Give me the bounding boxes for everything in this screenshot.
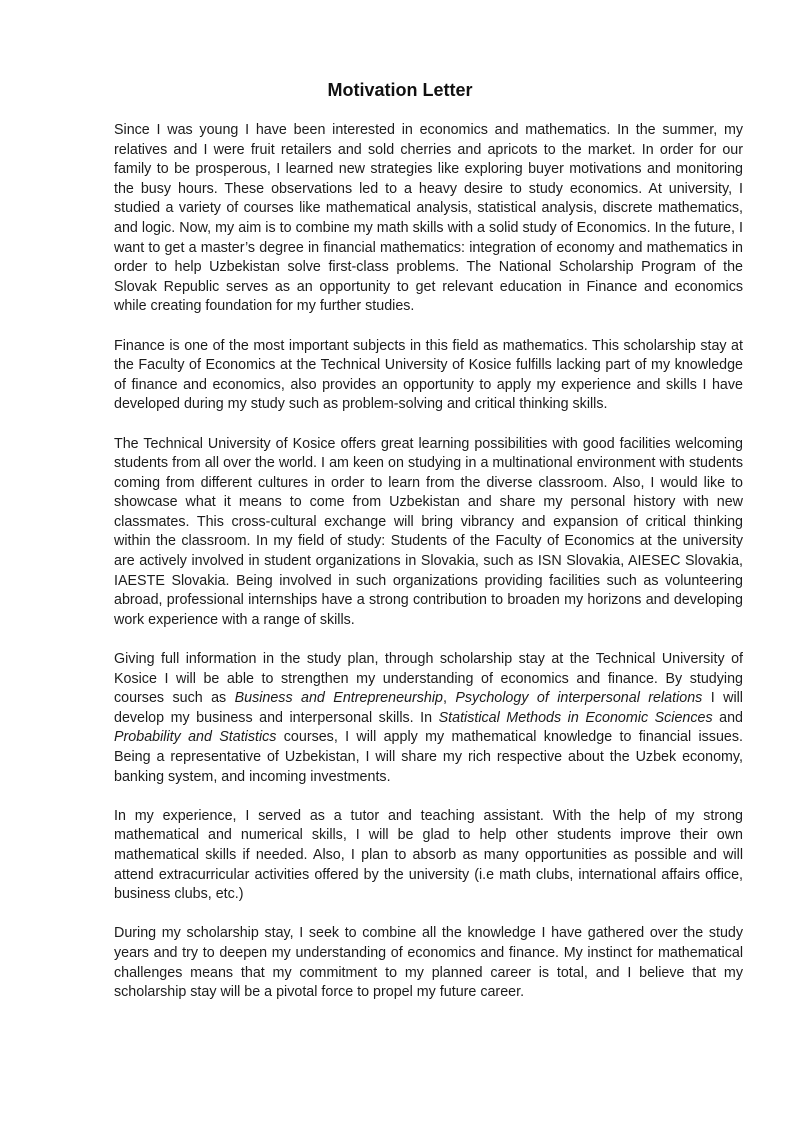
paragraph-text: I will develop my business and interpersonal skills. In <box>114 690 743 726</box>
page-title: Motivation Letter <box>327 80 473 100</box>
paragraph-text: courses, I will apply my mathematical knowledge to financial issues. Being a representative of Uzbekistan, I will share my rich respective about the Uzbek economy, banking system, and incoming investments. <box>114 729 743 785</box>
paragraph <box>114 121 743 317</box>
letter-body <box>114 121 743 1022</box>
italic-course-name: Probability and Statistics <box>114 729 277 746</box>
paragraph <box>114 337 743 415</box>
paragraph <box>114 650 743 787</box>
paragraph-text: Finance is one of the most important subjects in this field as mathematics. This scholarship stay at the Faculty of Economics at the Technical University of Kosice fulfills lacking part of my knowledge of finance and economics, also provides an opportunity to apply my experience and skills I have developed during my study such as problem-solving and critical thinking skills. <box>114 337 743 413</box>
italic-course-name: Statistical Methods in Economic Sciences <box>438 709 713 726</box>
paragraph-text: The Technical University of Kosice offers great learning possibilities with good facilities welcoming students from all over the world. I am keen on studying in a multinational environment with students coming from different cultures in order to learn from the diverse classroom. Also, I would like to showcase what it means to come from Uzbekistan and share my personal history with new classmates. This cross-cultural exchange will bring vibrancy and expansion of critical thinking within the classroom. In my field of study: Students of the Faculty of Economics at the university are actively involved in student organizations in Slovakia, such as ISN Slovakia, AIESEC Slovakia, IAESTE Slovakia. Being involved in such organizations providing facilities such as volunteering abroad, professional internships have a strong contribution to broaden my horizons and developing work experience with a range of skills. <box>114 435 743 628</box>
paragraph-text: , <box>442 690 456 707</box>
paragraph-text: Since I was young I have been interested in economics and mathematics. In the summer, my relatives and I were fruit retailers and sold cherries and apricots to the market. In order for our family to be prosperous, I learned new strategies like exploring buyer motivations and monitoring the busy hours. These observations led to a heavy desire to study economics. At university, I studied a variety of courses like mathematical analysis, statistical analysis, discrete mathematics, and logic. Now, my aim is to combine my math skills with a solid study of Economics. In the future, I want to get a master’s degree in financial mathematics: integration of economy and mathematics in order to help Uzbekistan solve first-class problems. The National Scholarship Program of the Slovak Republic serves as an opportunity to get relevant education in Finance and economics while creating foundation for my further studies. <box>114 122 743 315</box>
paragraph-text: During my scholarship stay, I seek to combine all the knowledge I have gathered over the study years and try to deepen my understanding of economics and finance. My instinct for mathematical challenges means that my commitment to my planned career is total, and I believe that my scholarship stay will be a pivotal force to propel my future career. <box>114 925 743 1001</box>
italic-course-name: Business and Entrepreneurship <box>234 690 443 707</box>
paragraph-text: Giving full information in the study plan, through scholarship stay at the Technical University of Kosice I will be able to strengthen my understanding of economics and finance. By studying courses such as <box>114 651 743 707</box>
paragraph <box>114 924 743 1002</box>
paragraph-text: and <box>712 709 744 726</box>
italic-course-name: Psychology of interpersonal relations <box>455 690 703 707</box>
paragraph <box>114 435 743 631</box>
paragraph <box>114 807 743 905</box>
paragraph-text: In my experience, I served as a tutor and teaching assistant. With the help of my strong mathematical and numerical skills, I will be glad to help other students improve their own mathematical skills if needed. Also, I plan to absorb as many opportunities as possible and will attend extracurricular activities offered by the university (i.e math clubs, international affairs office, business clubs, etc.) <box>114 807 743 903</box>
